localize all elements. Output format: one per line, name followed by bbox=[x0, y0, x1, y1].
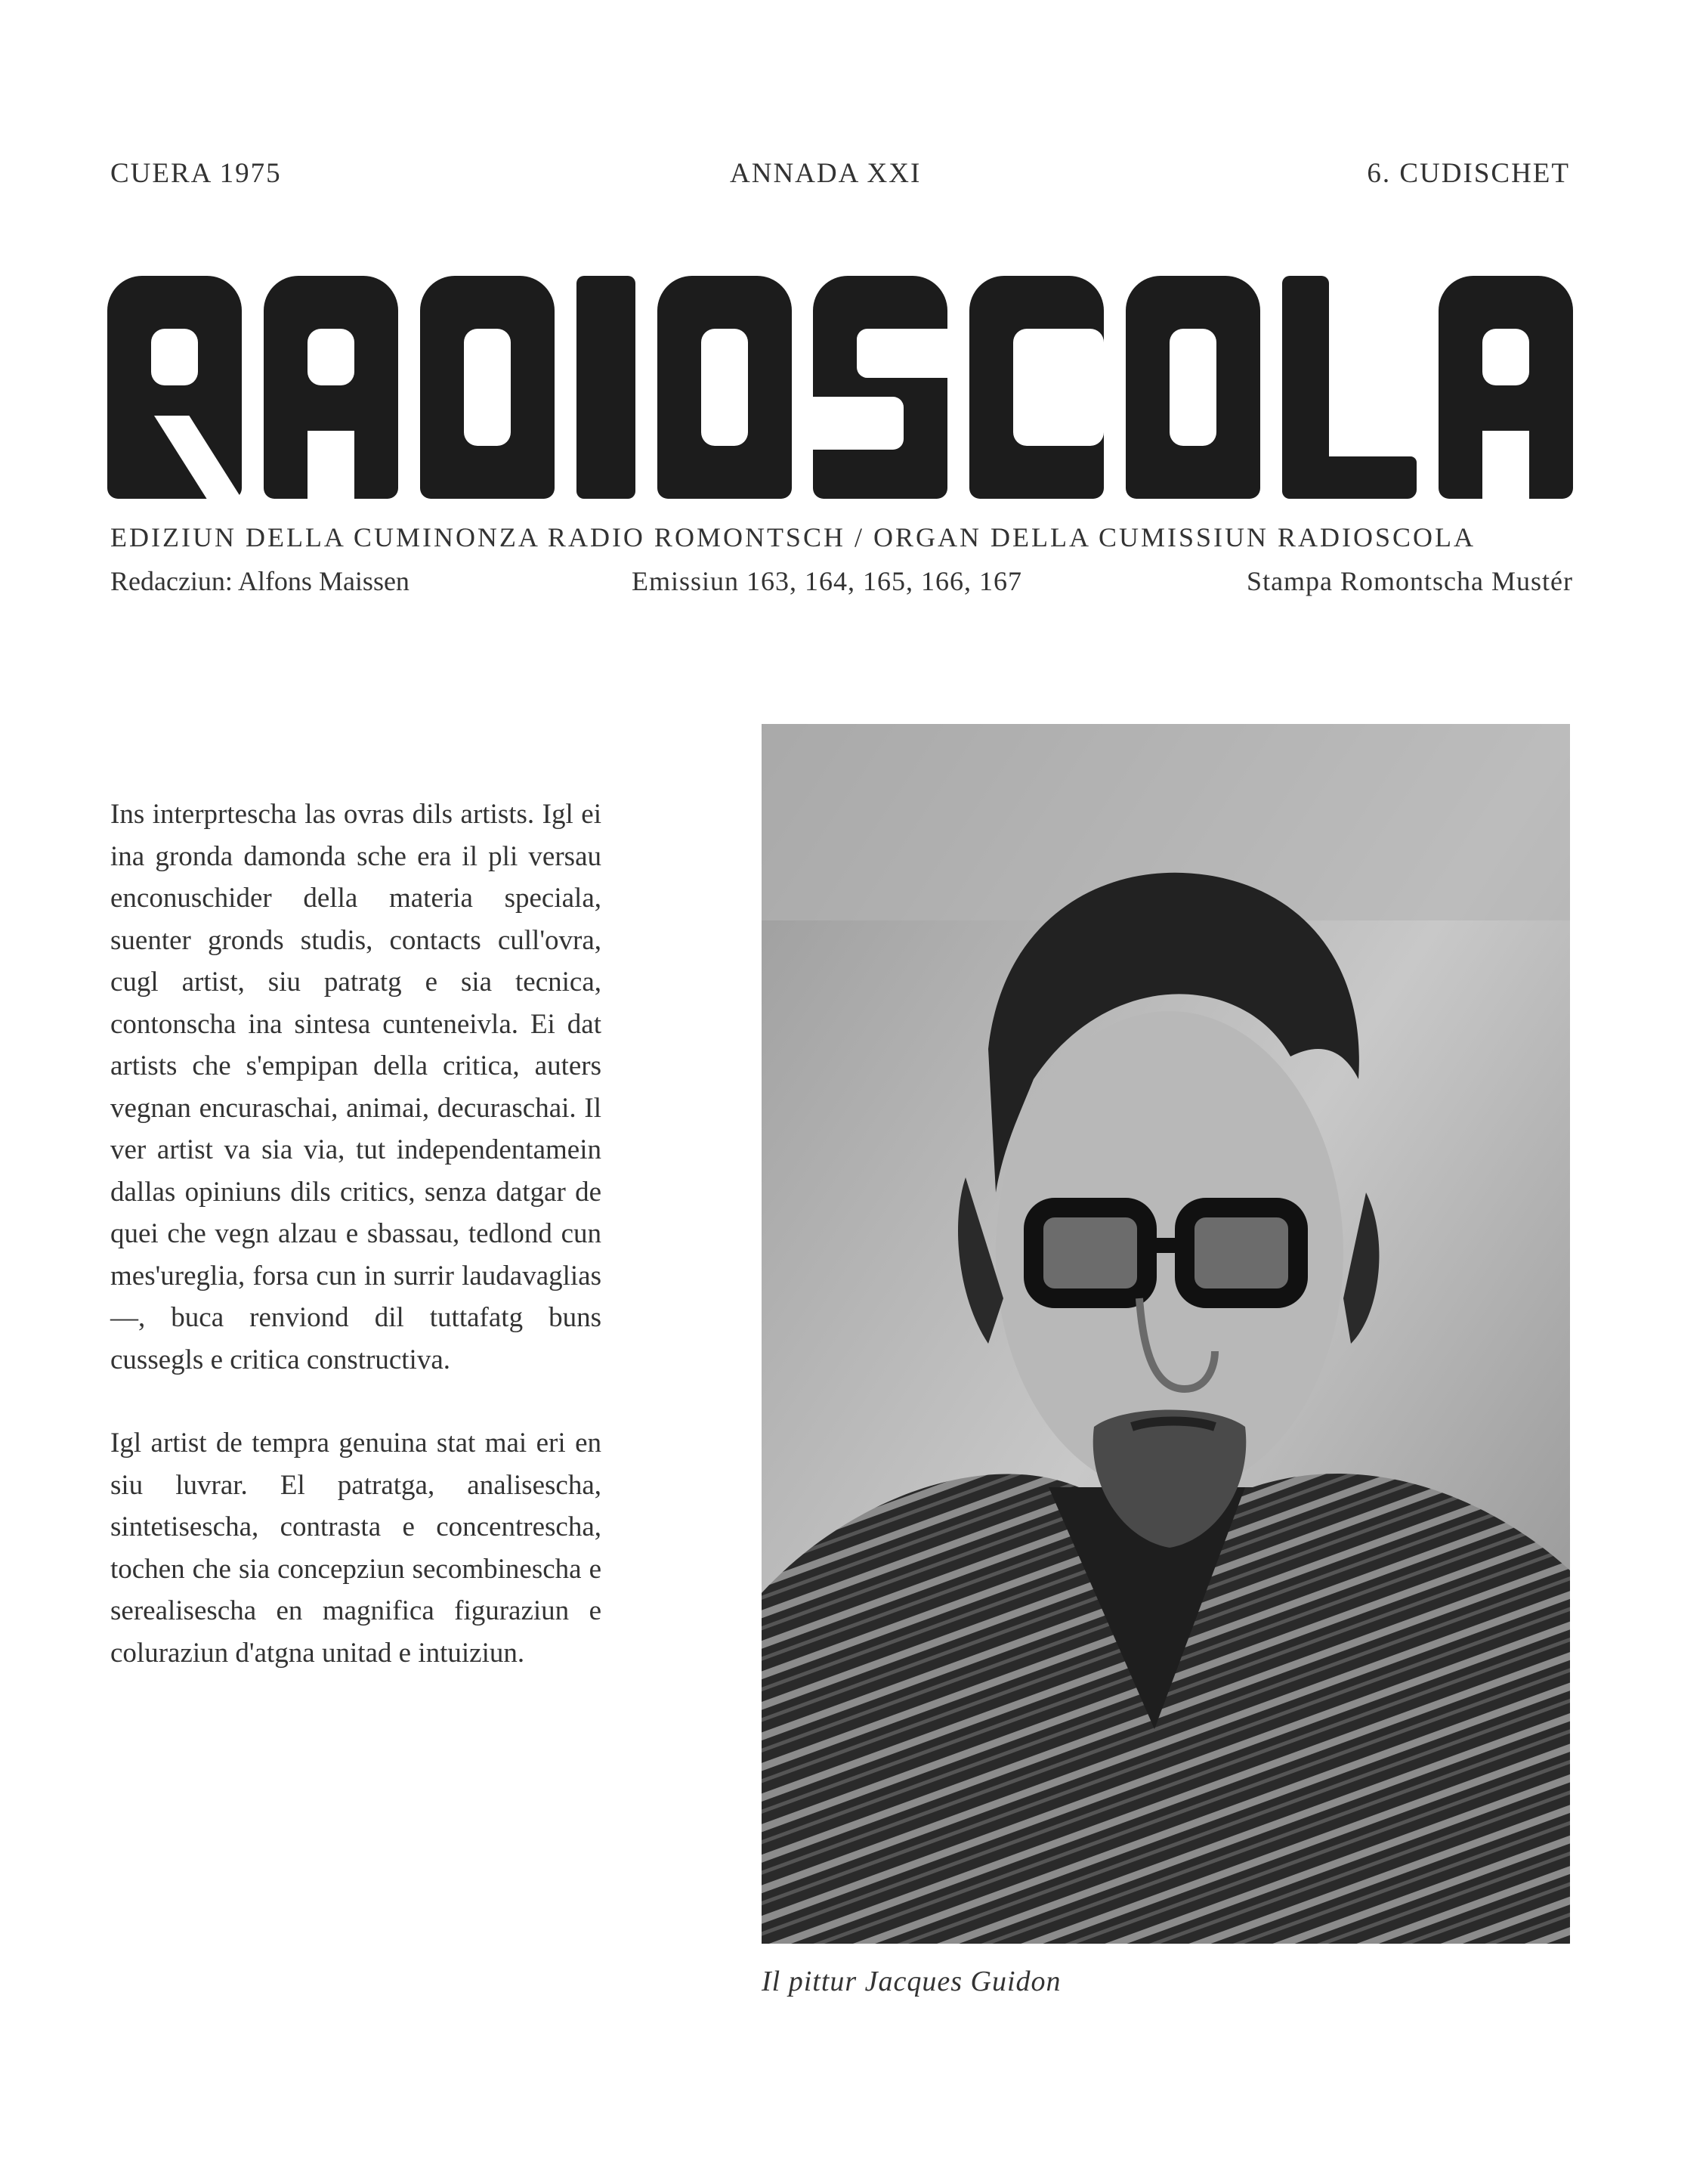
printer-credit: Stampa Romontscha Mustér bbox=[1247, 566, 1573, 596]
body-text-column bbox=[110, 793, 601, 1715]
masthead-title bbox=[107, 272, 1573, 499]
masthead-letter-a2 bbox=[1439, 276, 1573, 499]
portrait-photo bbox=[762, 724, 1570, 1944]
masthead-letter-s bbox=[813, 276, 947, 499]
credits-line bbox=[110, 565, 1573, 603]
masthead-letter-o2 bbox=[1126, 276, 1260, 499]
portrait-photo-illustration bbox=[762, 724, 1570, 1944]
masthead-letter-d bbox=[420, 276, 555, 499]
place-year: CUERA 1975 bbox=[110, 158, 282, 189]
masthead-letter-a bbox=[264, 276, 398, 499]
body-paragraph: Igl artist de tempra genuina stat mai eri en siu luvrar. El patratga, analisescha, sintetisescha, contrasta e concentrescha, tochen che sia concepziun secombinescha e serealisescha en magnifica figuraziun e coluraziun d'atgna unitad e intuiziun. bbox=[110, 1428, 601, 1669]
masthead-letter-i bbox=[576, 276, 635, 499]
masthead-letter-o bbox=[657, 276, 792, 499]
publication-subtitle: EDIZIUN DELLA CUMINONZA RADIO ROMONTSCH / ORGAN DELLA CUMISSIUN RADIOSCOLA bbox=[110, 522, 1476, 552]
body-paragraph: Ins interprtescha las ovras dils artists. Igl ei ina gronda damonda sche era il pli versau enconuschider della materia speciala, suenter gronds studis, contacts cull'ovra, cugl artist, siu patratg e sia tecnica, contonscha ina sintesa cunteneivla. Ei dat artists che s'empipan della critica, auters vegnan encuraschai, animai, decuraschai. Il ver artist va sia via, tut independentamein dallas opiniuns dils critics, senza datgar de quei che vegn alzau e sbassau, tedlond cun mes'ureglia, forsa cun in surrir laudavaglias —, buca renviond dil tuttafatg buns cussegls e critica constructiva. bbox=[110, 799, 601, 1375]
volume-number: ANNADA XXI bbox=[730, 158, 922, 189]
issue-header bbox=[110, 157, 1570, 203]
broadcast-numbers: Emissiun 163, 164, 165, 166, 167 bbox=[632, 566, 1023, 596]
issue-number: 6. CUDISCHET bbox=[1367, 158, 1570, 189]
photo-caption: Il pittur Jacques Guidon bbox=[762, 1966, 1062, 1997]
masthead-letter-l bbox=[1282, 276, 1417, 499]
masthead-letter-r bbox=[107, 276, 242, 499]
masthead-letter-c bbox=[969, 276, 1104, 499]
editor-credit: Redacziun: Alfons Maissen bbox=[110, 566, 410, 596]
